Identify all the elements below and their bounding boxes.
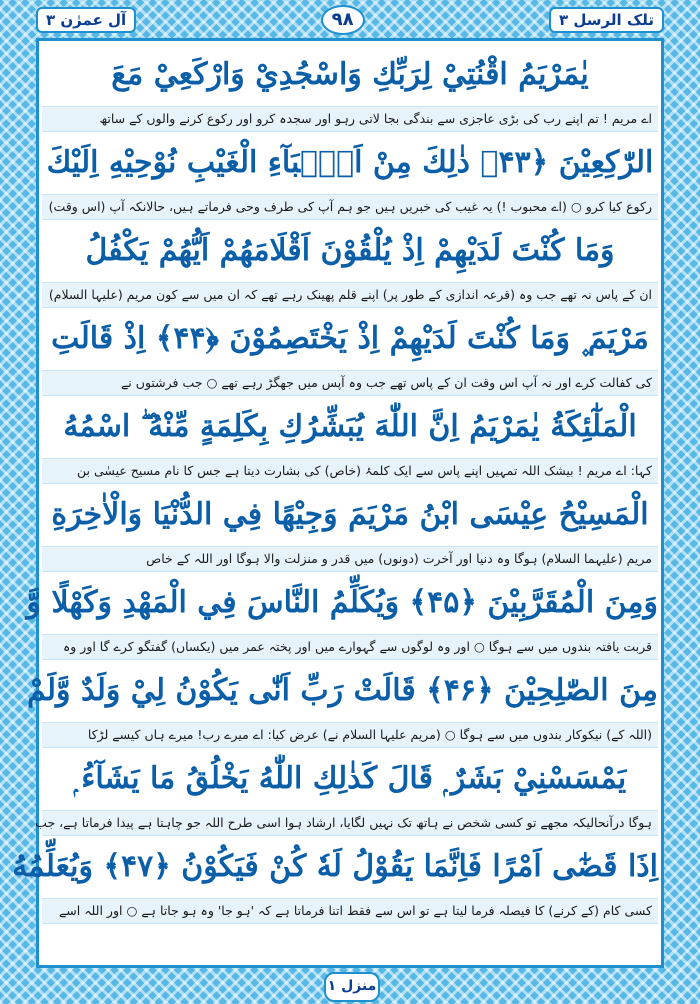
urdu-translation-line: ان کے پاس نہ تھے جب وہ (قرعہ اندازی کے طور پر) اپنے قلم پھینک رہے تھے کہ ان میں سے کون مریم (علیہا السلام) <box>42 282 658 308</box>
verse-block <box>42 484 658 572</box>
verse-block <box>12 836 658 924</box>
page-number: ۹۸ <box>321 5 365 35</box>
urdu-translation-line: رکوع کیا کرو ○ (اے محبوب !) یہ غیب کی خبریں ہیں جو ہم آپ کی طرف وحی فرماتے ہیں، حالانکہ آپ (اس وقت) <box>42 194 658 220</box>
urdu-translation-line: ہوگا درآنحالیکہ مجھے تو کسی شخص نے ہاتھ تک نہیں لگایا، ارشاد ہوا اسی طرح اللہ جو چاہتا ہے پیدا فرماتا ہے، جب <box>42 810 658 836</box>
arabic-verse-line: يٰمَرْيَمُ اقْنُتِيْ لِرَبِّكِ وَاسْجُدِيْ وَارْكَعِيْ مَعَ <box>42 44 658 106</box>
page-header <box>36 6 664 34</box>
arabic-verse-line: وَمِنَ الْمُقَرَّبِيْنَ ﴿۴۵﴾ وَيُكَلِّمُ النَّاسَ فِي الْمَهْدِ وَكَهْلًا وَّ <box>42 572 658 634</box>
arabic-verse-line: مَرْيَمَ ۪ وَمَا كُنْتَ لَدَيْهِمْ اِذْ يَخْتَصِمُوْنَ ﴿۴۴﴾ اِذْ قَالَتِ <box>42 308 658 370</box>
para-name: تلک الرسل ۳ <box>549 7 664 33</box>
arabic-verse-line: الْمَلٰٓئِكَةُ يٰمَرْيَمُ اِنَّ اللّٰهَ يُبَشِّرُكِ بِكَلِمَةٍ مِّنْهُ ۖ اسْمُهُ <box>42 396 658 458</box>
verse-block <box>42 132 658 220</box>
verse-block <box>42 44 658 132</box>
verse-block <box>42 220 658 308</box>
manzil-marker: منزل ۱ <box>324 972 380 1002</box>
urdu-translation-line: کہا: اے مریم ! بیشک اللہ تمہیں اپنے پاس سے ایک کلمۂ (خاص) کی بشارت دیتا ہے جس کا نام مسیح عیسٰی بن <box>42 458 658 484</box>
surah-name: آل عمرٰن ۳ <box>36 7 136 33</box>
urdu-translation-line: کسی کام (کے کرنے) کا فیصلہ فرما لیتا ہے تو اس سے فقط اتنا فرماتا ہے کہ 'ہو جا' وہ ہو جاتا ہے ○ اور اللہ اسے <box>42 898 658 924</box>
urdu-translation-line: (اللہ کے) نیکوکار بندوں میں سے ہوگا ○ (مریم علیہا السلام نے) عرض کیا: اے میرے رب! میرے ہاں کیسے لڑکا <box>42 722 658 748</box>
arabic-verse-line: الْمَسِيْحُ عِيْسَى ابْنُ مَرْيَمَ وَجِيْهًا فِي الدُّنْيَا وَالْاٰخِرَةِ <box>42 484 658 546</box>
verse-block <box>26 660 658 748</box>
arabic-verse-line: مِنَ الصّٰلِحِيْنَ ﴿۴۶﴾ قَالَتْ رَبِّ اَنّٰى يَكُوْنُ لِيْ وَلَدٌ وَّلَمْ <box>42 660 658 722</box>
urdu-translation-line: مریم (علیہما السلام) ہوگا وہ دنیا اور آخرت (دونوں) میں قدر و منزلت والا ہوگا اور اللہ کے خاص <box>42 546 658 572</box>
arabic-verse-line: اِذَا قَضٰٓى اَمْرًا فَاِنَّمَا يَقُوْلُ لَهٗ كُنْ فَيَكُوْنُ ﴿۴۷﴾ وَيُعَلِّمُهُ <box>42 836 658 898</box>
arabic-verse-line: الرّٰكِعِيْنَ ﴿۴۳﴾ ذٰلِكَ مِنْ اَنْۢبَآءِ الْغَيْبِ نُوْحِيْهِ اِلَيْكَ <box>42 132 658 194</box>
verse-block <box>42 396 658 484</box>
arabic-verse-line: وَمَا كُنْتَ لَدَيْهِمْ اِذْ يُلْقُوْنَ اَقْلَامَهُمْ اَيُّهُمْ يَكْفُلُ <box>42 220 658 282</box>
verse-block <box>42 308 658 396</box>
urdu-translation-line: قربت یافتہ بندوں میں سے ہوگا ○ اور وہ لوگوں سے گہوارے میں اور پختہ عمر میں (یکساں) گفتگو کرے گا اور وہ <box>42 634 658 660</box>
verse-block <box>26 572 658 660</box>
page-content <box>12 44 658 962</box>
urdu-translation-line: اے مریم ! تم اپنے رب کی بڑی عاجزی سے بندگی بجا لاتی رہو اور سجدہ کرو اور رکوع کرنے والوں کے ساتھ <box>42 106 658 132</box>
arabic-verse-line: يَمْسَسْنِيْ بَشَرٌ ۭ قَالَ كَذٰلِكِ اللّٰهُ يَخْلُقُ مَا يَشَآءُ ۭ <box>42 748 658 810</box>
verse-block <box>35 748 658 836</box>
urdu-translation-line: کی کفالت کرے اور نہ آپ اس وقت ان کے پاس تھے جب وہ آپس میں جھگڑ رہے تھے ○ جب فرشتوں نے <box>42 370 658 396</box>
